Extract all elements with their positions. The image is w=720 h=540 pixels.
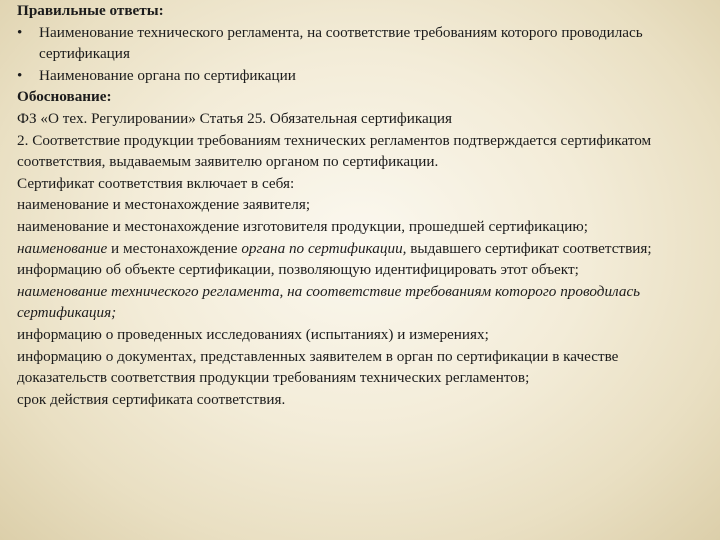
bullet-text: Наименование технического регламента, на соответствие требованиям которого проводилась сертификация xyxy=(39,23,643,63)
italic-text: органа по сертификации, xyxy=(241,239,407,257)
certificate-includes: Сертификат соответствия включает в себя: xyxy=(17,174,295,192)
bullet-icon: • xyxy=(17,66,23,84)
list-item: информацию о проведенных исследованиях (испытаниях) и измерениях; xyxy=(17,325,489,343)
list-item: наименование и местонахождение изготовителя продукции, прошедшей сертификацию; xyxy=(17,217,588,235)
list-item: информацию об объекте сертификации, позволяющую идентифицировать этот объект; xyxy=(17,261,579,279)
plain-text: и местонахождение xyxy=(107,239,242,257)
list-item: срок действия сертификата соответствия. xyxy=(17,390,286,408)
italic-text: наименование xyxy=(17,239,108,257)
heading-correct-answers: Правильные ответы: xyxy=(17,2,164,19)
list-item xyxy=(17,238,707,260)
list-item: наименование и местонахождение заявителя; xyxy=(17,196,311,214)
paragraph-2: 2. Соответствие продукции требованиям технических регламентов подтверждается сертификатом соответствия, выдаваемым заявителю органом по сертификации. xyxy=(17,131,652,171)
bullet-text: Наименование органа по сертификации xyxy=(39,66,296,84)
plain-text: выдавшего сертификат соответствия; xyxy=(406,239,652,257)
list-item xyxy=(17,281,707,324)
law-reference: ФЗ «О тех. Регулировании» Статья 25. Обязательная сертификация xyxy=(17,109,452,127)
heading-rationale: Обоснование: xyxy=(17,88,112,106)
bullet-item-authority xyxy=(17,65,707,87)
bullet-item-regulation xyxy=(17,22,707,65)
list-item: информацию о документах, представленных заявителем в орган по сертификации в качестве доказательств соответствия продукции требованиям технических регламентов; xyxy=(17,347,619,387)
italic-text: наименование технического регламента, на соответствие требованиям которого проводилась сертификация; xyxy=(17,282,641,322)
slide-text-body xyxy=(17,0,707,410)
bullet-icon: • xyxy=(17,23,23,41)
